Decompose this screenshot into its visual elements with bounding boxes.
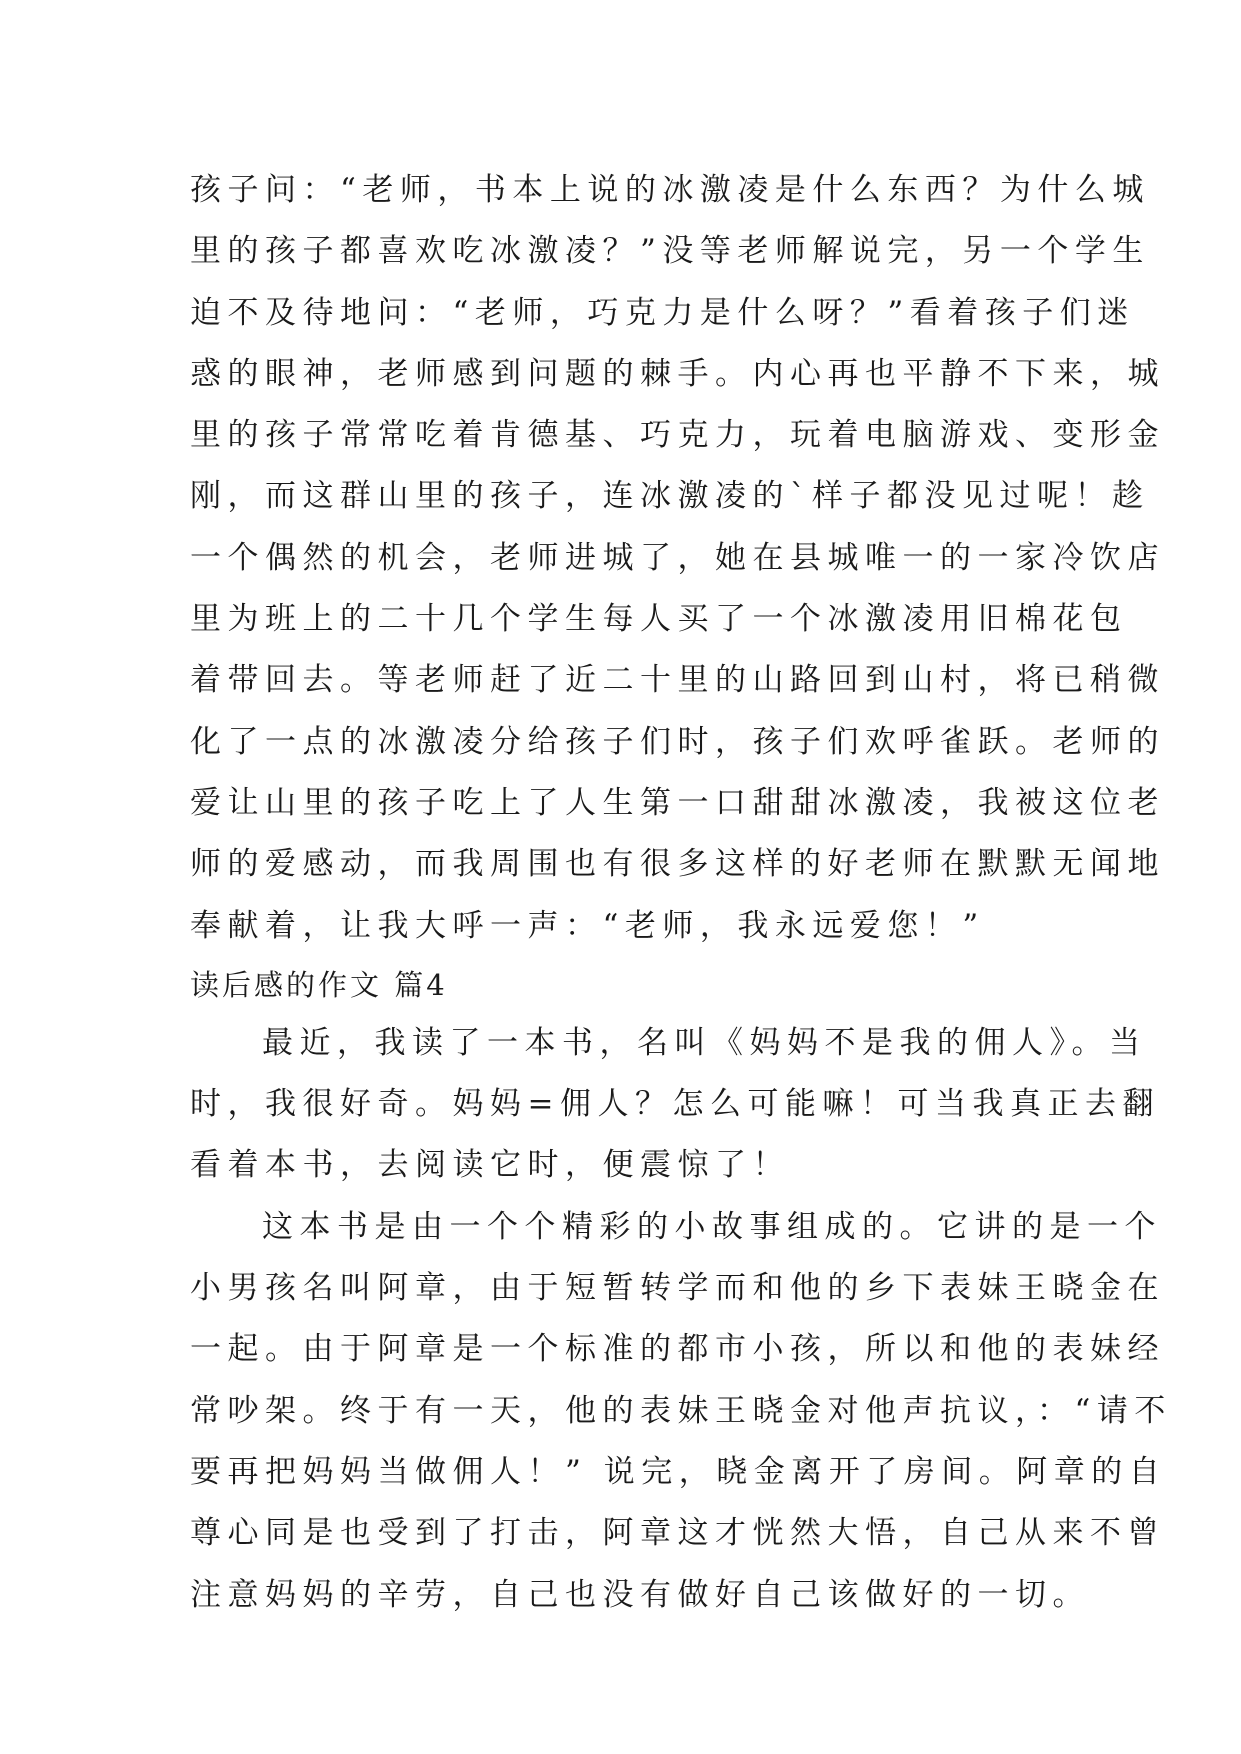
section-heading: 读后感的作文 篇4 [190,967,448,1002]
paragraph-2 [190,1013,1160,1197]
text-line: 一个偶然的机会，老师进城了，她在县城唯一的一家冷饮店 [190,539,1165,576]
paragraph-1 [190,160,1165,957]
document-body [190,160,1172,1626]
text-line: 注意妈妈的辛劳，自己也没有做好自己该做好的一切。 [190,1576,1090,1613]
text-line: 看着本书，去阅读它时，便震惊了！ [190,1147,790,1184]
text-line: 小男孩名叫阿章，由于短暂转学而和他的乡下表妹王晓金在 [190,1270,1165,1307]
text-line: 一起。由于阿章是一个标准的都市小孩，所以和他的表妹经 [190,1331,1165,1368]
text-line: 孩子问：“老师，书本上说的冰激凌是什么东西？为什么城 [190,172,1150,208]
text-line: 要再把妈妈当做佣人！” 说完，晓金离开了房间。阿章的自 [190,1453,1167,1490]
text-line: 着带回去。等老师赶了近二十里的山路回到山村，将已稍微 [190,662,1165,699]
text-line: 这本书是由一个个精彩的小故事组成的。它讲的是一个 [262,1208,1162,1245]
text-line: 刚，而这群山里的孩子，连冰激凌的`样子都没见过呢！趁 [190,478,1150,515]
text-line: 常吵架。终于有一天，他的表妹王晓金对他声抗议，：“请不 [190,1392,1172,1429]
text-line: 爱让山里的孩子吃上了人生第一口甜甜冰激凌，我被这位老 [190,784,1165,821]
text-line: 迫不及待地问：“老师，巧克力是什么呀？”看着孩子们迷 [190,294,1135,331]
text-line: 奉献着，让我大呼一声：“老师，我永远爱您！” [190,907,985,944]
text-line: 师的爱感动，而我周围也有很多这样的好老师在默默无闻地 [190,846,1165,883]
text-line: 惑的眼神，老师感到问题的棘手。内心再也平静不下来，城 [190,355,1165,392]
text-line: 里为班上的二十几个学生每人买了一个冰激凌用旧棉花包 [190,601,1128,638]
text-line: 里的孩子都喜欢吃冰激凌？”没等老师解说完，另一个学生 [190,233,1150,270]
paragraph-3 [190,1197,1172,1626]
text-line: 里的孩子常常吃着肯德基、巧克力，玩着电脑游戏、变形金 [190,417,1165,454]
text-line: 尊心同是也受到了打击，阿章这才恍然大悟，自己从来不曾 [190,1515,1165,1552]
text-line: 时，我很好奇。妈妈=佣人？怎么可能嘛！可当我真正去翻 [190,1086,1160,1123]
text-line: 化了一点的冰激凌分给孩子们时，孩子们欢呼雀跃。老师的 [190,723,1165,760]
text-line: 最近，我读了一本书，名叫《妈妈不是我的佣人》。当 [262,1024,1147,1061]
